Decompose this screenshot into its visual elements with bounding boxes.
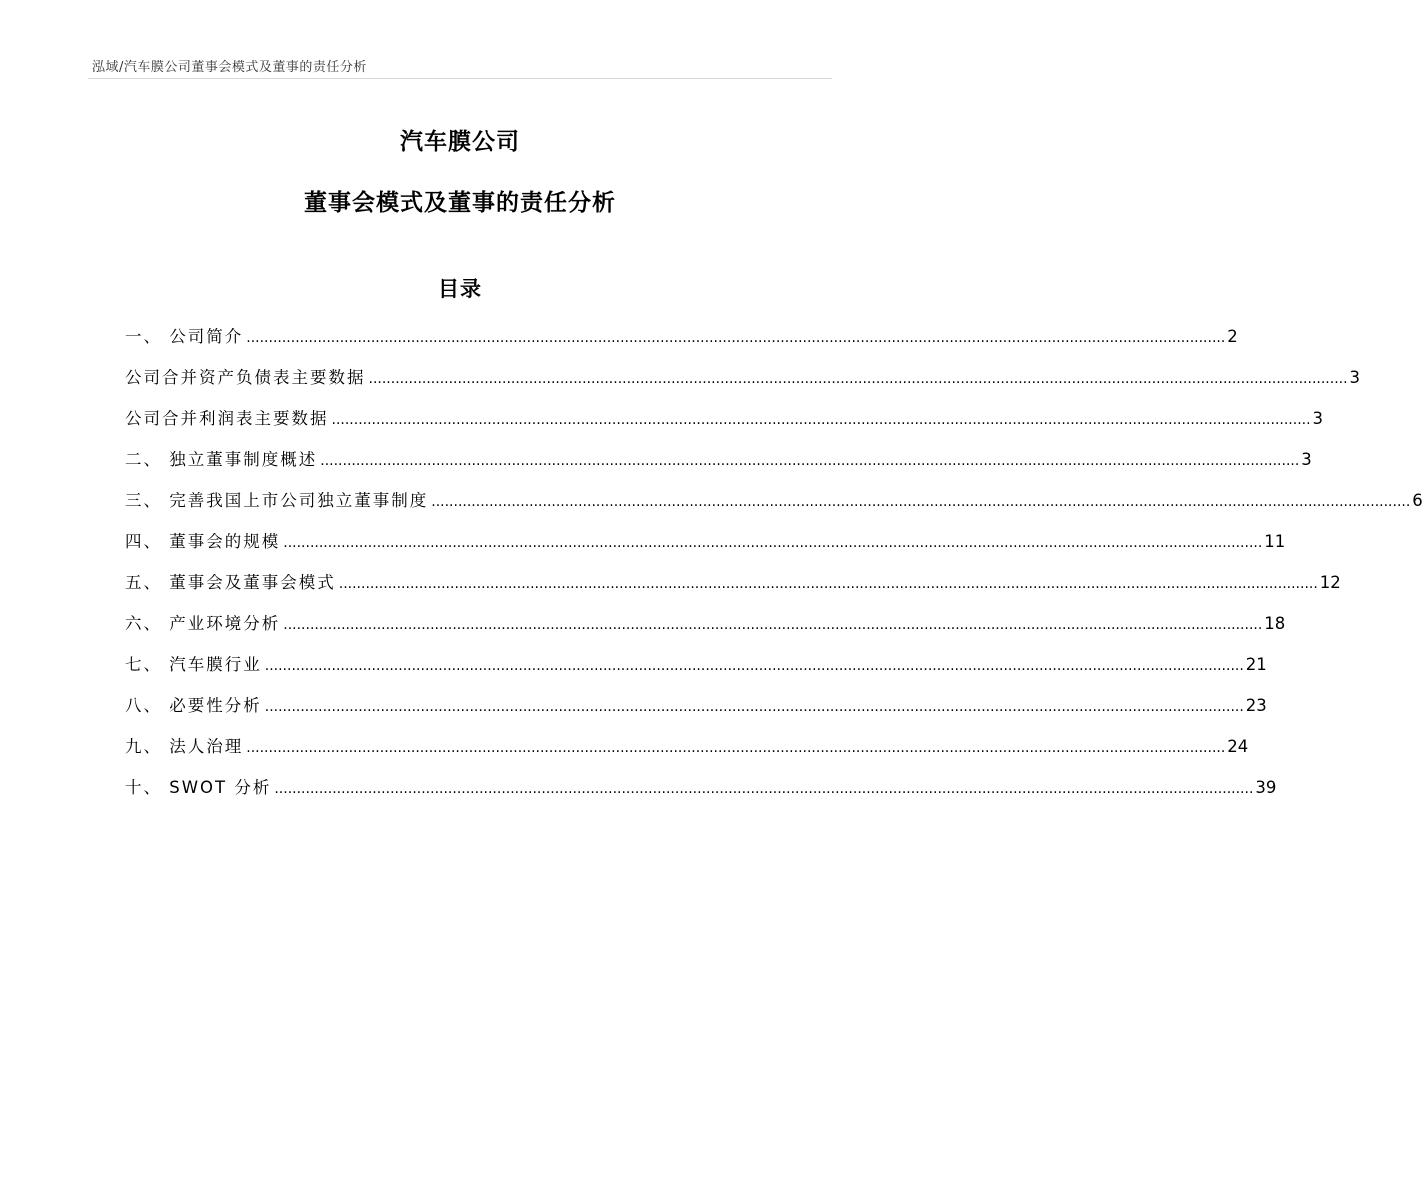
- toc-dot-leader: ............................................................................................................................................................................................................................: [283, 617, 1263, 633]
- toc-dot-leader: ............................................................................................................................................................................................................................: [246, 330, 1226, 346]
- toc-dot-leader: ............................................................................................................................................................................................................................: [320, 453, 1300, 469]
- toc-entry-label: 二、 独立董事制度概述: [125, 450, 318, 469]
- toc-entry-label: 公司合并利润表主要数据: [125, 409, 329, 428]
- document-title-line1: 汽车膜公司: [400, 129, 520, 155]
- toc-dot-leader: ............................................................................................................................................................................................................................: [431, 494, 1411, 510]
- toc-entry[interactable]: [125, 365, 1361, 406]
- toc-entry[interactable]: [125, 529, 1286, 570]
- toc-entry[interactable]: [125, 406, 1324, 447]
- toc-entry-label: 七、 汽车膜行业: [125, 655, 262, 674]
- table-of-contents: [125, 324, 1423, 816]
- running-header: 泓域/汽车膜公司董事会模式及董事的责任分析: [92, 60, 367, 75]
- toc-entry[interactable]: [125, 734, 1249, 775]
- toc-entry-label: 九、 法人治理: [125, 737, 244, 756]
- header-divider: [88, 78, 832, 79]
- toc-dot-leader: ............................................................................................................................................................................................................................: [331, 412, 1311, 428]
- toc-entry-page: 12: [1319, 573, 1341, 592]
- toc-dot-leader: ............................................................................................................................................................................................................................: [264, 658, 1244, 674]
- toc-dot-leader: ............................................................................................................................................................................................................................: [274, 781, 1254, 797]
- toc-heading: 目录: [438, 277, 482, 301]
- toc-dot-leader: ............................................................................................................................................................................................................................: [246, 740, 1226, 756]
- toc-entry-label: 六、 产业环境分析: [125, 614, 281, 633]
- toc-entry-page: 11: [1264, 532, 1286, 551]
- toc-dot-leader: ............................................................................................................................................................................................................................: [368, 371, 1348, 387]
- toc-entry-label: 一、 公司简介: [125, 327, 244, 346]
- toc-entry-page: 18: [1264, 614, 1286, 633]
- toc-entry[interactable]: [125, 570, 1341, 611]
- toc-entry-page: 2: [1227, 327, 1238, 346]
- toc-entry-page: 3: [1312, 409, 1324, 428]
- toc-entry[interactable]: [125, 652, 1267, 693]
- toc-entry-page: 3: [1301, 450, 1312, 469]
- toc-dot-leader: ............................................................................................................................................................................................................................: [338, 576, 1318, 592]
- toc-entry[interactable]: [125, 488, 1423, 529]
- toc-entry-label: 五、 董事会及董事会模式: [125, 573, 336, 592]
- toc-dot-leader: ............................................................................................................................................................................................................................: [283, 535, 1263, 551]
- toc-entry[interactable]: [125, 447, 1312, 488]
- toc-entry-label: 三、 完善我国上市公司独立董事制度: [125, 491, 429, 510]
- document-title-line2: 董事会模式及董事的责任分析: [304, 190, 616, 216]
- toc-entry-page: 23: [1245, 696, 1267, 715]
- toc-entry-label: 十、 SWOT 分析: [125, 778, 272, 797]
- toc-entry[interactable]: [125, 775, 1277, 816]
- toc-entry[interactable]: [125, 611, 1286, 652]
- toc-entry-page: 24: [1227, 737, 1249, 756]
- toc-dot-leader: ............................................................................................................................................................................................................................: [264, 699, 1244, 715]
- toc-entry[interactable]: [125, 693, 1267, 734]
- toc-entry-page: 6: [1412, 491, 1423, 510]
- toc-entry-page: 39: [1255, 778, 1277, 797]
- toc-entry-label: 公司合并资产负债表主要数据: [125, 368, 366, 387]
- toc-entry[interactable]: [125, 324, 1238, 365]
- toc-entry-label: 八、 必要性分析: [125, 696, 262, 715]
- toc-entry-label: 四、 董事会的规模: [125, 532, 281, 551]
- toc-entry-page: 21: [1245, 655, 1267, 674]
- toc-entry-page: 3: [1349, 368, 1361, 387]
